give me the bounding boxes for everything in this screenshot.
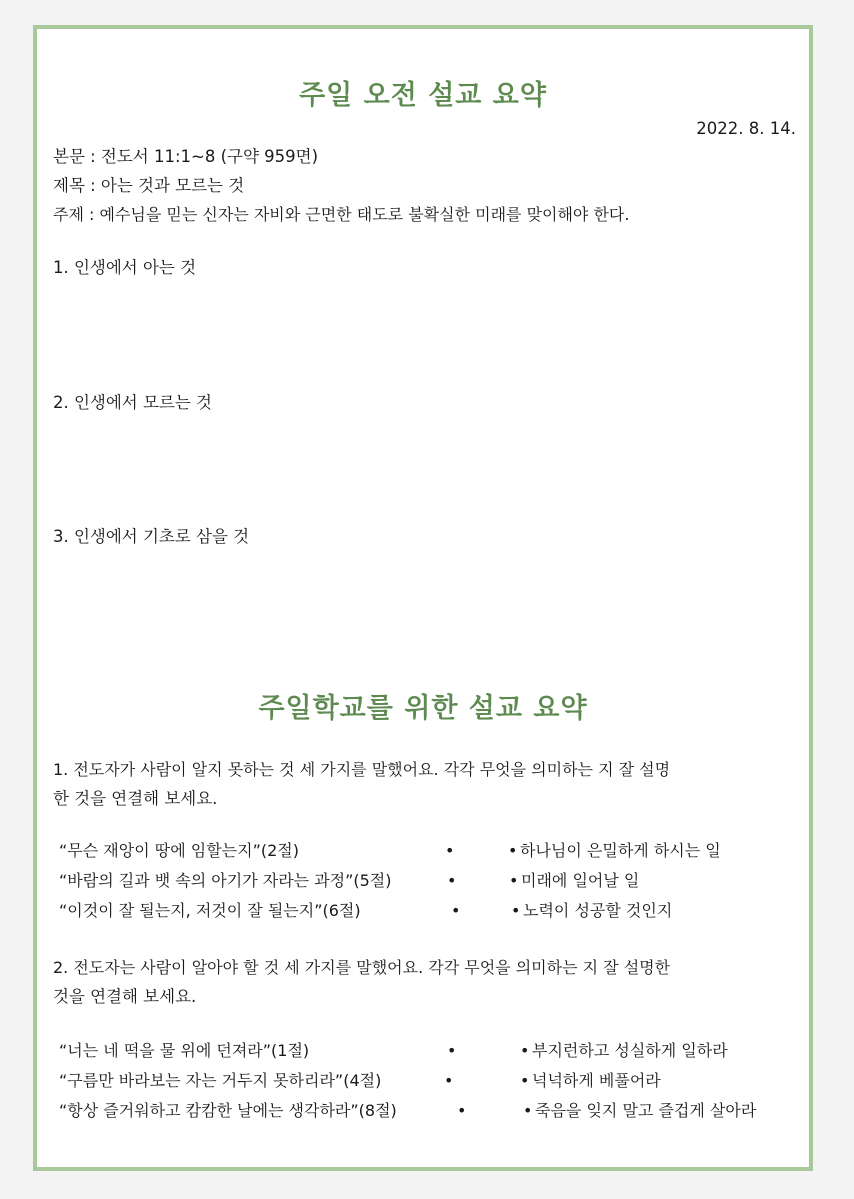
q2-left-bullet: • <box>457 1101 467 1120</box>
q1-right-bullet: • <box>509 871 519 890</box>
question-1-line-2: 한 것을 연결해 보세요. <box>53 789 218 808</box>
question-1-line-1: 1. 전도자가 사람이 알지 못하는 것 세 가지를 말했어요. 각각 무엇을 의미하는 지 잘 설명 <box>53 760 671 779</box>
q1-left-bullet: • <box>445 841 455 860</box>
q1-right-item-3: 노력이 성공할 것인지 <box>523 901 673 920</box>
subject-line: 제목 : 아는 것과 모르는 것 <box>53 176 245 195</box>
sunday-school-title: 주일학교를 위한 설교 요약 <box>258 693 588 724</box>
q2-right-bullet: • <box>520 1071 530 1090</box>
morning-sermon-title: 주일 오전 설교 요약 <box>299 80 547 111</box>
q1-right-bullet: • <box>508 841 518 860</box>
q2-left-bullet: • <box>447 1041 457 1060</box>
q2-right-bullet: • <box>520 1041 530 1060</box>
q1-left-bullet: • <box>447 871 457 890</box>
q2-left-item-1: “너는 네 떡을 물 위에 던져라”(1절) <box>59 1041 310 1060</box>
q2-right-item-3: 죽음을 잊지 말고 즐겁게 살아라 <box>535 1101 757 1120</box>
q1-left-item-3: “이것이 잘 될는지, 저것이 잘 될는지”(6절) <box>59 901 361 920</box>
q1-left-bullet: • <box>451 901 461 920</box>
point-3: 3. 인생에서 기초로 삼을 것 <box>53 527 250 546</box>
q1-left-item-1: “무슨 재앙이 땅에 임할는지”(2절) <box>59 841 299 860</box>
question-2-line-1: 2. 전도자는 사람이 알아야 할 것 세 가지를 말했어요. 각각 무엇을 의미하는 지 잘 설명한 <box>53 958 671 977</box>
scripture-line: 본문 : 전도서 11:1~8 (구약 959면) <box>53 147 319 166</box>
point-1: 1. 인생에서 아는 것 <box>53 258 197 277</box>
q1-right-bullet: • <box>511 901 521 920</box>
q2-right-item-2: 넉넉하게 베풀어라 <box>532 1071 661 1090</box>
q1-right-item-2: 미래에 일어날 일 <box>521 871 640 890</box>
bulletin-page <box>33 25 813 1171</box>
theme-line: 주제 : 예수님을 믿는 신자는 자비와 근면한 태도로 불확실한 미래를 맞이해야 한다. <box>53 205 630 224</box>
q2-right-bullet: • <box>523 1101 533 1120</box>
question-2-line-2: 것을 연결해 보세요. <box>53 987 197 1006</box>
q1-right-item-1: 하나님이 은밀하게 하시는 일 <box>520 841 721 860</box>
sermon-date: 2022. 8. 14. <box>696 119 796 138</box>
q2-left-item-2: “구름만 바라보는 자는 거두지 못하리라”(4절) <box>59 1071 382 1090</box>
q2-right-item-1: 부지런하고 성실하게 일하라 <box>532 1041 728 1060</box>
q1-left-item-2: “바람의 길과 뱃 속의 아기가 자라는 과정”(5절) <box>59 871 392 890</box>
q2-left-item-3: “항상 즐거워하고 캄캄한 날에는 생각하라”(8절) <box>59 1101 397 1120</box>
point-2: 2. 인생에서 모르는 것 <box>53 393 212 412</box>
q2-left-bullet: • <box>444 1071 454 1090</box>
